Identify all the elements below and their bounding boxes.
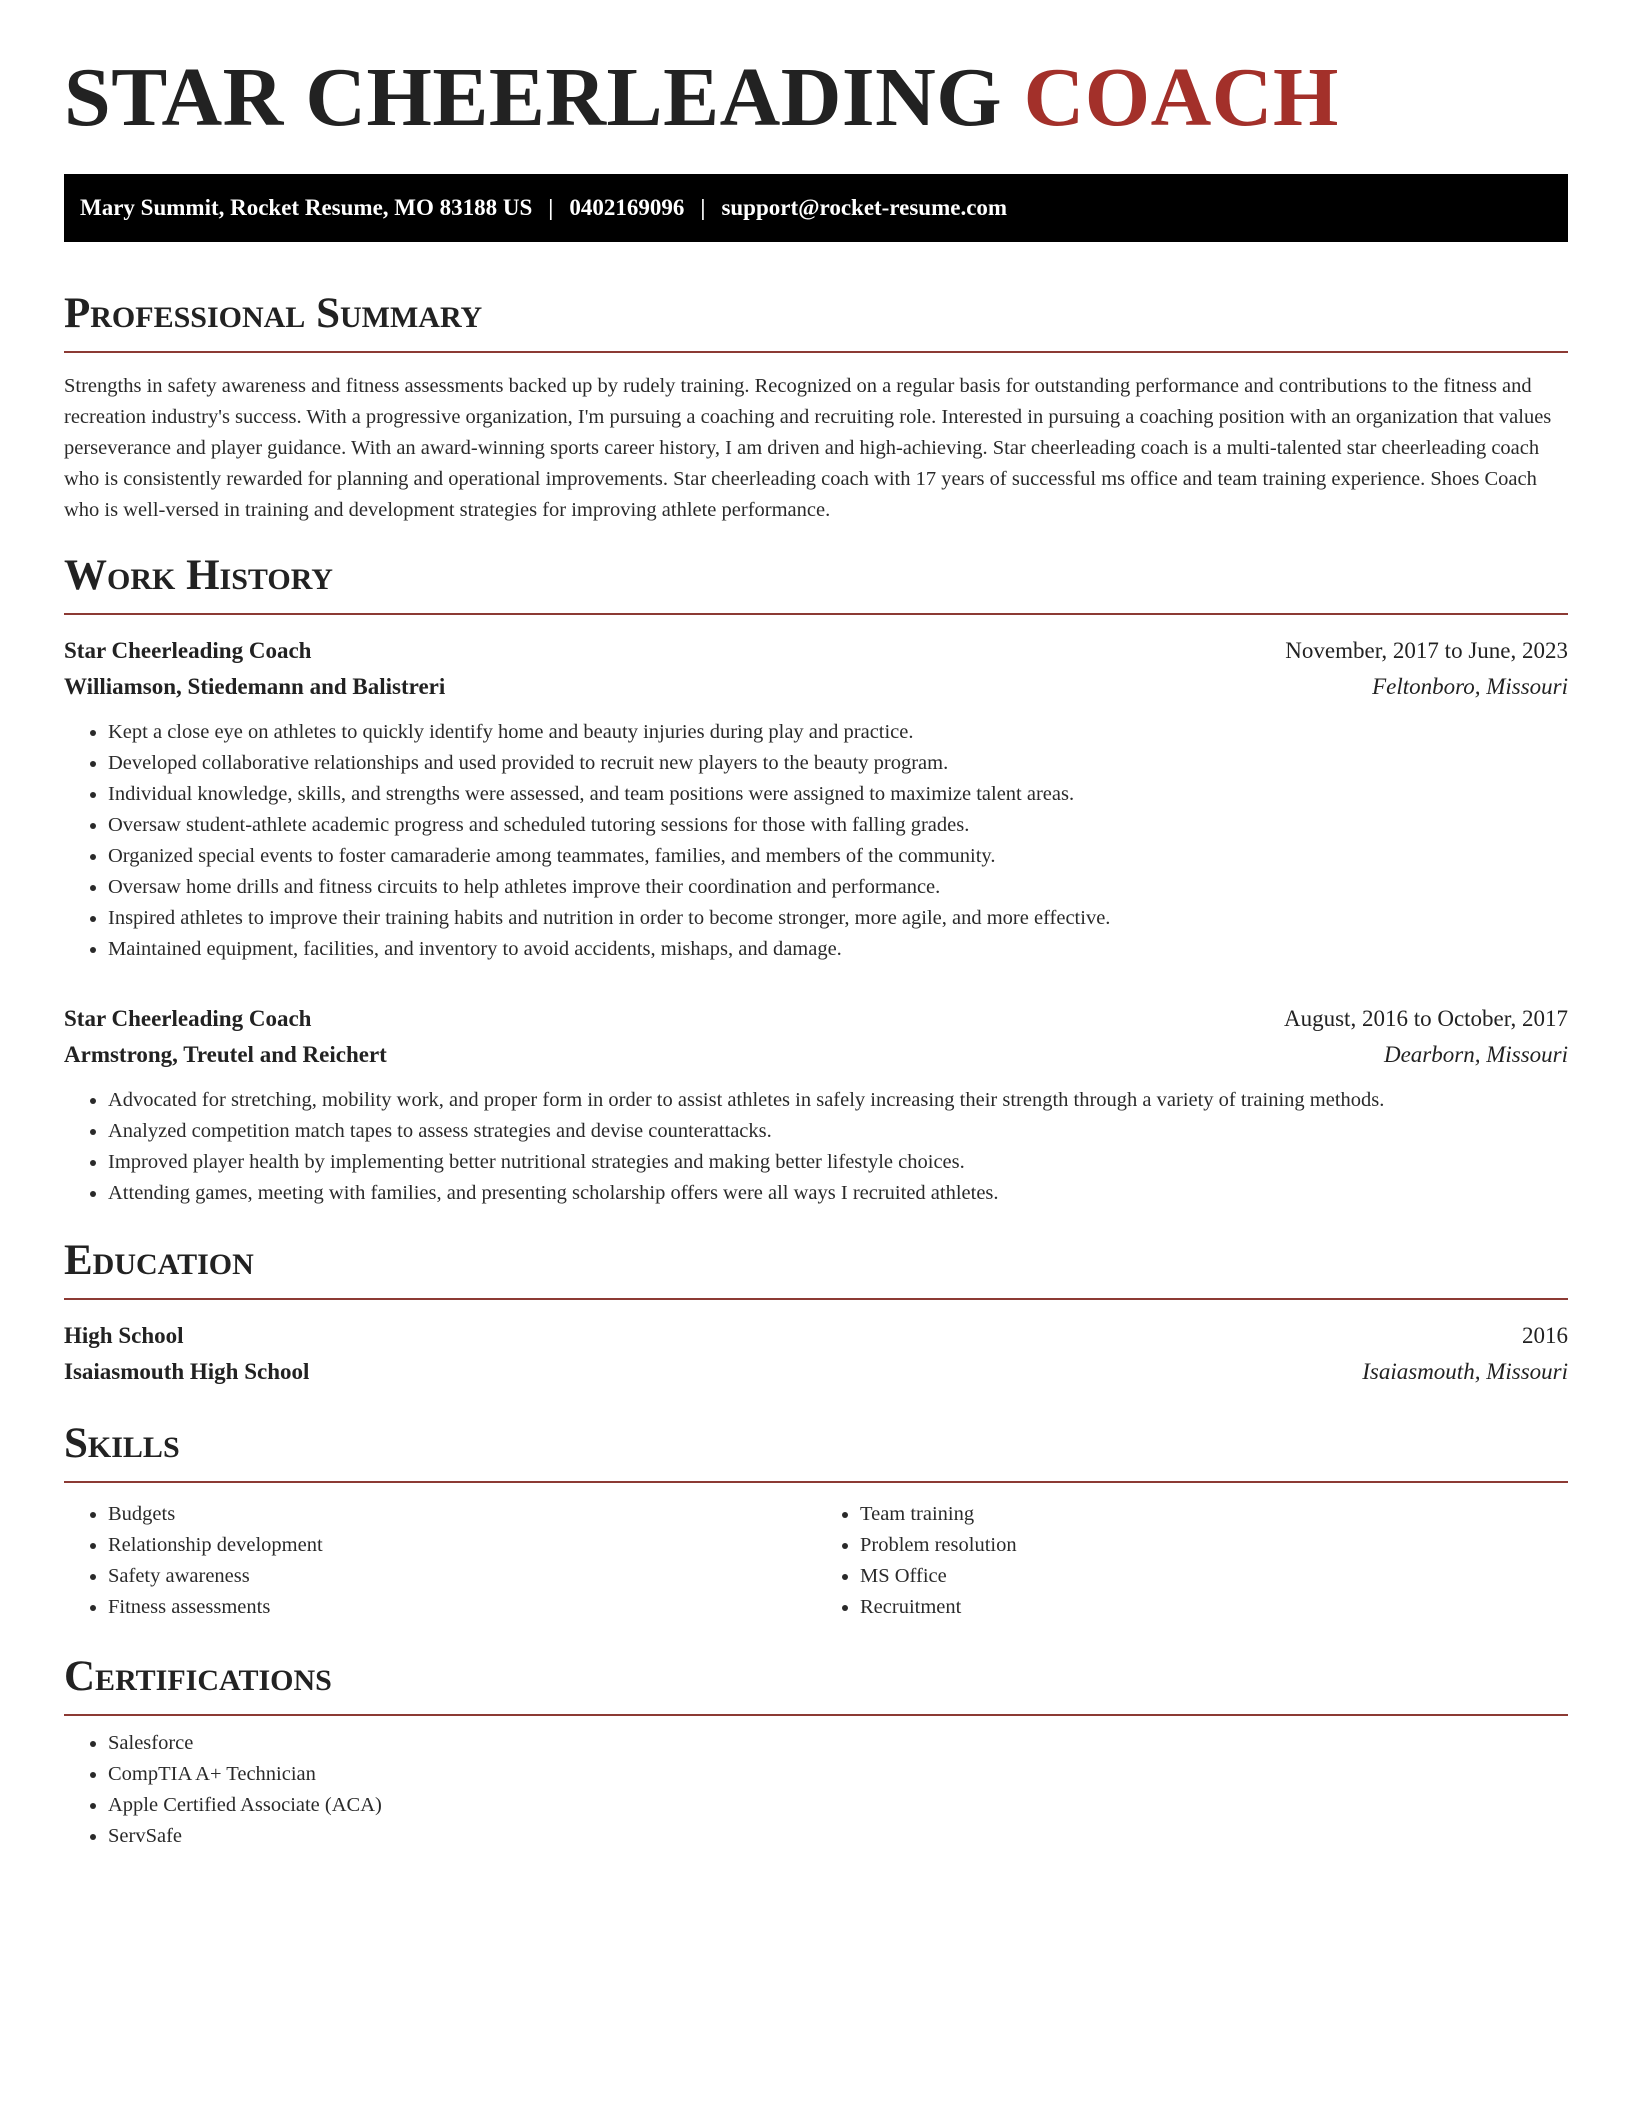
job-dates: November, 2017 to June, 2023 [1285, 638, 1568, 663]
job-bullet: • Kept a close eye on athletes to quickly identify home and beauty injuries during play and practice. [108, 717, 1568, 748]
job-bullets [64, 717, 1568, 965]
job-dates: August, 2016 to October, 2017 [1284, 1006, 1568, 1031]
skill-item: • Fitness assessments [108, 1592, 816, 1623]
education-location: Isaiasmouth, Missouri [1362, 1359, 1568, 1384]
education-section [64, 1239, 1568, 1390]
certifications-title: Certifications [64, 1655, 1568, 1716]
certification-item: • Salesforce [108, 1728, 1568, 1759]
contact-bar [64, 174, 1568, 242]
certifications-list [64, 1728, 1568, 1852]
education-subheader [64, 1354, 1568, 1390]
contact-email: support@rocket-resume.com [721, 195, 1008, 220]
skill-item: • Team training [860, 1499, 1568, 1530]
job-bullet: • Individual knowledge, skills, and strengths were assessed, and team positions were assigned to maximize talent areas. [108, 779, 1568, 810]
name-accent: COACH [1023, 51, 1339, 144]
job-bullet: • Oversaw student-athlete academic progress and scheduled tutoring sessions for those with falling grades. [108, 810, 1568, 841]
job-role: Star Cheerleading Coach [64, 638, 312, 663]
certifications-section [64, 1655, 1568, 1852]
job-role: Star Cheerleading Coach [64, 1006, 312, 1031]
job-bullet: • Analyzed competition match tapes to assess strategies and devise counterattacks. [108, 1116, 1568, 1147]
contact-address: Mary Summit, Rocket Resume, MO 83188 US [80, 195, 533, 220]
skill-item: • Problem resolution [860, 1530, 1568, 1561]
summary-section [64, 292, 1568, 526]
contact-separator: | [548, 195, 554, 220]
job-bullet: • Inspired athletes to improve their training habits and nutrition in order to become stronger, more agile, and more effective. [108, 903, 1568, 934]
summary-title: Professional Summary [64, 292, 1568, 353]
name-main: STAR CHEERLEADING [64, 51, 1003, 144]
job-subheader [64, 1037, 1568, 1073]
job-bullet: • Developed collaborative relationships and used provided to recruit new players to the beauty program. [108, 748, 1568, 779]
job-bullet: • Maintained equipment, facilities, and inventory to avoid accidents, mishaps, and damage. [108, 934, 1568, 965]
certification-item: • CompTIA A+ Technician [108, 1759, 1568, 1790]
education-degree: High School [64, 1323, 184, 1348]
certification-item: • ServSafe [108, 1821, 1568, 1852]
job-bullet: • Attending games, meeting with families, and presenting scholarship offers were all ways I recruited athletes. [108, 1178, 1568, 1209]
job-company: Armstrong, Treutel and Reichert [64, 1042, 387, 1067]
skills-title: Skills [64, 1422, 1568, 1483]
job-bullet: • Oversaw home drills and fitness circuits to help athletes improve their coordination and performance. [108, 872, 1568, 903]
job-location: Dearborn, Missouri [1383, 1042, 1568, 1067]
education-title: Education [64, 1239, 1568, 1300]
job-entry [64, 633, 1568, 965]
contact-separator: | [700, 195, 706, 220]
skills-grid [64, 1499, 1568, 1623]
job-location: Feltonboro, Missouri [1372, 674, 1568, 699]
job-header [64, 1001, 1568, 1037]
work-history-section [64, 554, 1568, 1209]
job-entry [64, 1001, 1568, 1209]
contact-phone: 0402169096 [569, 195, 685, 220]
work-history-title: Work History [64, 554, 1568, 615]
job-bullet: • Organized special events to foster camaraderie among teammates, families, and members of the community. [108, 841, 1568, 872]
skill-item: • Relationship development [108, 1530, 816, 1561]
skills-column-left [64, 1499, 816, 1623]
skill-item: • Safety awareness [108, 1561, 816, 1592]
skills-section [64, 1422, 1568, 1623]
job-bullets [64, 1085, 1568, 1209]
certification-item: • Apple Certified Associate (ACA) [108, 1790, 1568, 1821]
job-bullet: • Advocated for stretching, mobility work, and proper form in order to assist athletes in safely increasing their strength through a variety of training methods. [108, 1085, 1568, 1116]
skill-item: • Recruitment [860, 1592, 1568, 1623]
job-subheader [64, 669, 1568, 705]
job-header [64, 633, 1568, 669]
job-bullet: • Improved player health by implementing better nutritional strategies and making better lifestyle choices. [108, 1147, 1568, 1178]
education-entry [64, 1318, 1568, 1390]
education-year: 2016 [1522, 1323, 1568, 1348]
education-school: Isaiasmouth High School [64, 1359, 310, 1384]
resume-name [64, 51, 1568, 144]
skills-column-right [816, 1499, 1568, 1623]
skill-item: • Budgets [108, 1499, 816, 1530]
skill-item: • MS Office [860, 1561, 1568, 1592]
summary-text: Strengths in safety awareness and fitness assessments backed up by rudely training. Recognized on a regular basis for outstanding performance and contributions to the fitness and recreation industry's success. With a progressive organization, I'm pursuing a coaching and recruiting role. Interested in pursuing a coaching position with an organization that values perseverance and player guidance. With an award-winning sports career history, I am driven and high-achieving. Star cheerleading coach is a multi-talented star cheerleading coach who is consistently rewarded for planning and operational improvements. Star cheerleading coach with 17 years of successful ms office and team training experience. Shoes Coach who is well-versed in training and development strategies for improving athlete performance. [64, 375, 1552, 521]
education-header [64, 1318, 1568, 1354]
job-company: Williamson, Stiedemann and Balistreri [64, 674, 446, 699]
